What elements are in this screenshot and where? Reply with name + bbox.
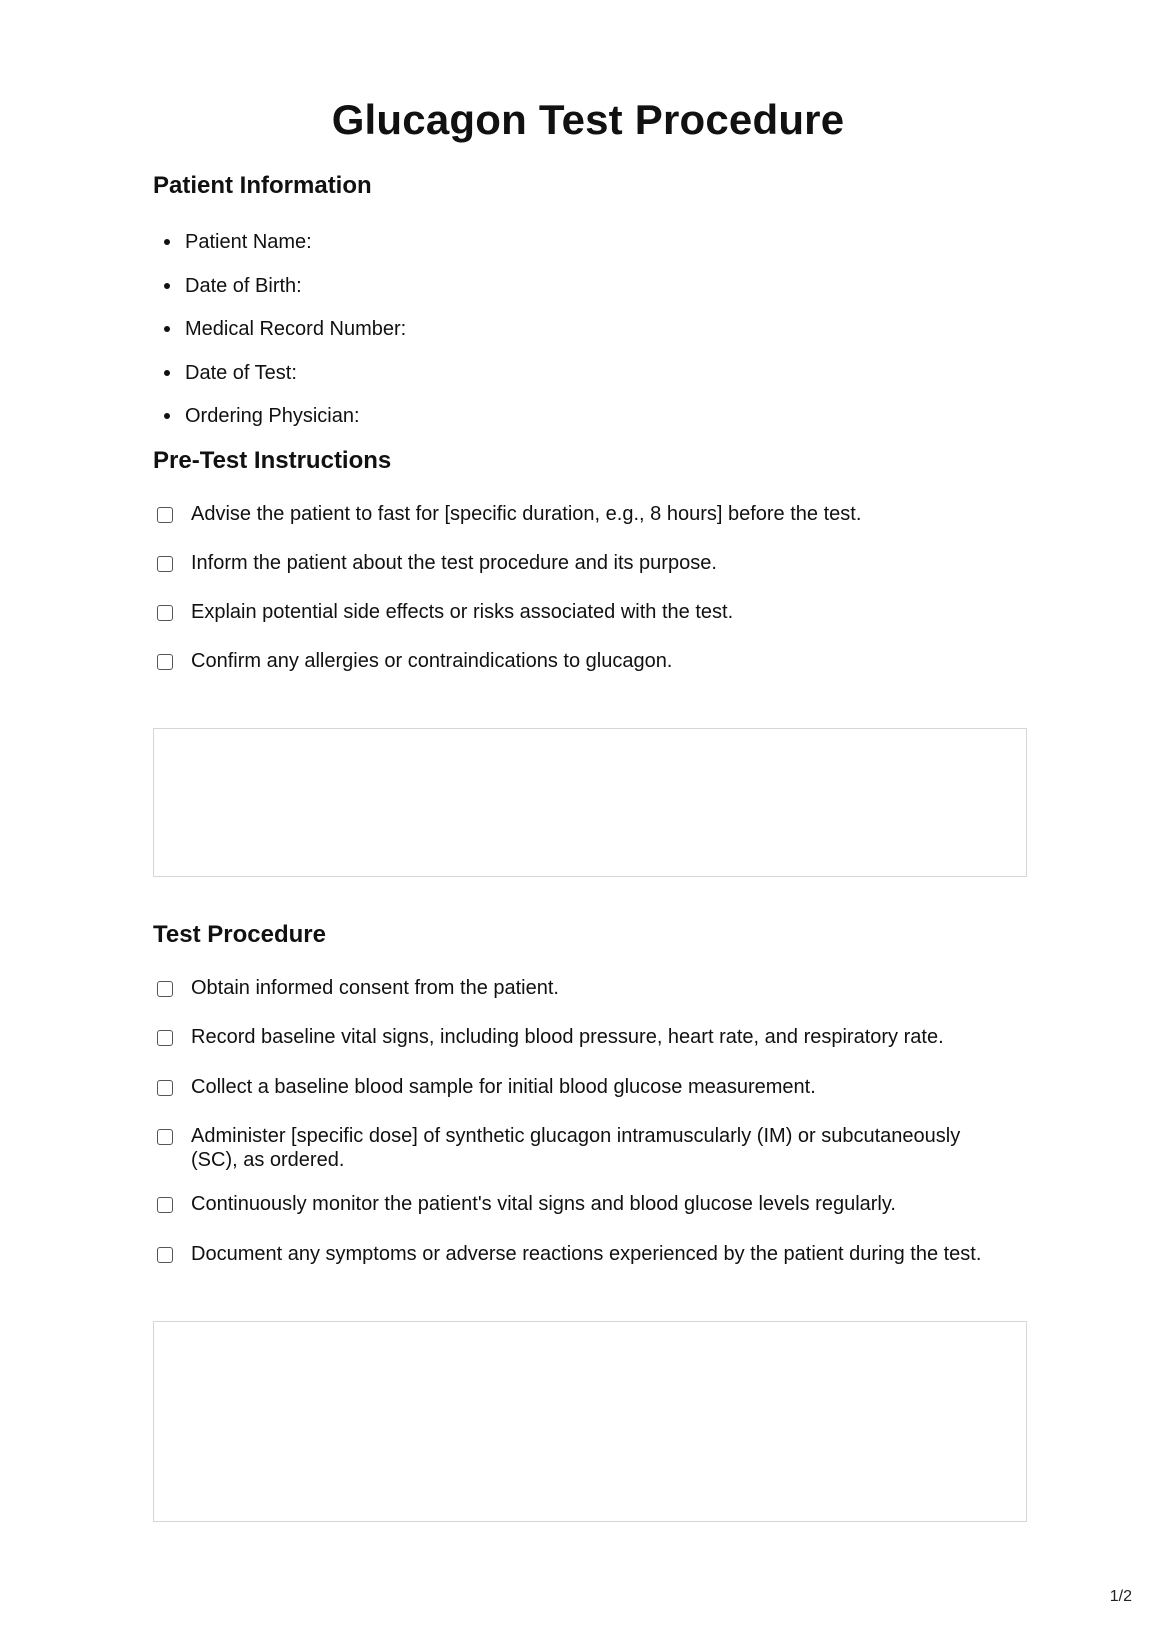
date-of-birth-field: Date of Birth: [153, 274, 406, 318]
patient-information-list [153, 230, 406, 448]
page-title: Glucagon Test Procedure [331, 96, 845, 143]
checkbox[interactable] [157, 556, 173, 572]
date-of-test-field: Date of Test: [153, 361, 406, 405]
test-procedure-heading: Test Procedure [153, 921, 326, 948]
checkbox[interactable] [157, 507, 173, 523]
bullet-icon [164, 239, 170, 245]
checklist-item: Administer [specific dose] of synthetic glucagon intramuscularly (IM) or subcutaneously (SC), as ordered. [157, 1124, 1011, 1172]
checkbox[interactable] [157, 1247, 173, 1263]
checklist-item: Confirm any allergies or contraindications to glucagon. [157, 649, 672, 673]
bullet-icon [164, 370, 170, 376]
bullet-icon [164, 326, 170, 332]
checkbox[interactable] [157, 1030, 173, 1046]
medical-record-number-field: Medical Record Number: [153, 317, 406, 361]
checklist-item: Continuously monitor the patient's vital signs and blood glucose levels regularly. [157, 1192, 1037, 1216]
pre-test-notes-box[interactable] [153, 728, 1027, 877]
checkbox[interactable] [157, 1197, 173, 1213]
checkbox[interactable] [157, 1080, 173, 1096]
checkbox[interactable] [157, 605, 173, 621]
checkbox[interactable] [157, 1129, 173, 1145]
checklist-item: Explain potential side effects or risks associated with the test. [157, 600, 733, 624]
bullet-icon [164, 283, 170, 289]
checklist-item: Obtain informed consent from the patient. [157, 976, 1037, 1000]
pre-test-instructions-heading: Pre-Test Instructions [153, 447, 392, 474]
checklist-item: Document any symptoms or adverse reactions experienced by the patient during the test. [157, 1242, 1037, 1266]
checkbox[interactable] [157, 981, 173, 997]
ordering-physician-field: Ordering Physician: [153, 404, 406, 448]
checklist-item: Record baseline vital signs, including blood pressure, heart rate, and respiratory rate. [157, 1025, 1037, 1049]
checklist-item: Inform the patient about the test procedure and its purpose. [157, 551, 717, 575]
page-number: 1/2 [1109, 1588, 1132, 1605]
checklist-item: Collect a baseline blood sample for initial blood glucose measurement. [157, 1075, 1037, 1099]
bullet-icon [164, 413, 170, 419]
checklist-item: Advise the patient to fast for [specific duration, e.g., 8 hours] before the test. [157, 502, 861, 526]
patient-name-field: Patient Name: [153, 230, 406, 274]
test-procedure-notes-box[interactable] [153, 1321, 1027, 1522]
patient-information-heading: Patient Information [153, 172, 372, 199]
checkbox[interactable] [157, 654, 173, 670]
